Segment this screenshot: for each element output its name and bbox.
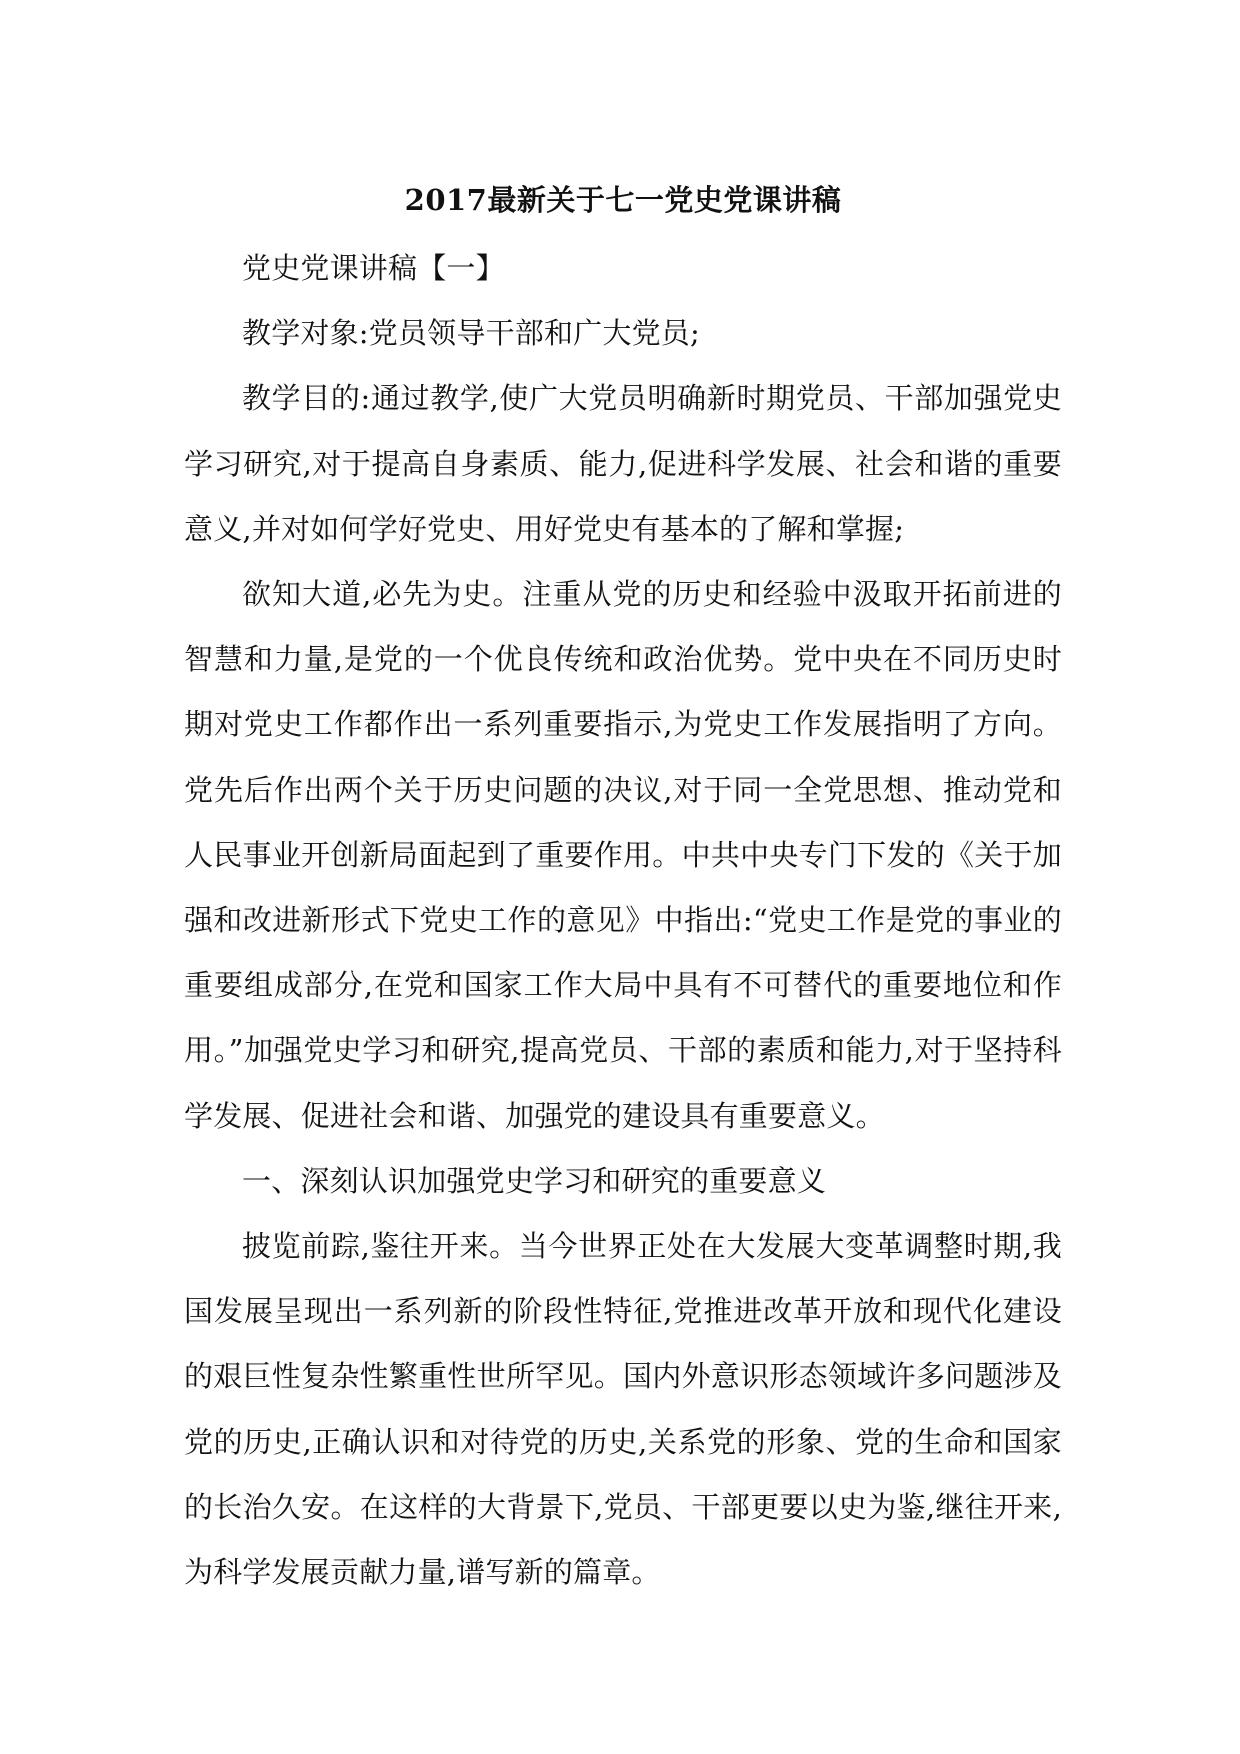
section-one-paragraph: 披览前踪,鉴往开来。当今世界正处在大发展大变革调整时期,我国发展呈现出一系列新的阶段性特征,党推进改革开放和现代化建设的艰巨性复杂性繁重性世所罕见。国内外意识形态领域许多问题涉及党的历史,正确认识和对待党的历史,关系党的形象、党的生命和国家的长治久安。在这样的大背景下,党员、干部更要以史为鉴,继往开来,为科学发展贡献力量,谱写新的篇章。 (184, 1229, 1062, 1590)
teaching-audience-paragraph: 教学对象:党员领导干部和广大党员; (242, 316, 700, 351)
intro-paragraph: 欲知大道,必先为史。注重从党的历史和经验中汲取开拓前进的智慧和力量,是党的一个优良传统和政治优势。党中央在不同历史时期对党史工作都作出一系列重要指示,为党史工作发展指明了方向。党先后作出两个关于历史问题的决议,对于同一全党思想、推动党和人民事业开创新局面起到了重要作用。中共中央专门下发的《关于加强和改进新形式下党史工作的意见》中指出:“党史工作是党的事业的重要组成部分,在党和国家工作大局中具有不可替代的重要地位和作用。”加强党史学习和研究,提高党员、干部的素质和能力,对于坚持科学发展、促进社会和谐、加强党的建设具有重要意义。 (184, 577, 1062, 1133)
section-one-heading: 一、深刻认识加强党史学习和研究的重要意义 (242, 1163, 827, 1198)
teaching-purpose-paragraph: 教学目的:通过教学,使广大党员明确新时期党员、干部加强党史学习研究,对于提高自身素质、能力,促进科学发展、社会和谐的重要意义,并对如何学好党史、用好党史有基本的了解和掌握; (184, 381, 1062, 546)
document-page (184, 174, 1062, 1605)
document-title: 2017最新关于七一党史党课讲稿 (404, 183, 842, 217)
lecture-heading: 党史党课讲稿【一】 (242, 251, 505, 285)
